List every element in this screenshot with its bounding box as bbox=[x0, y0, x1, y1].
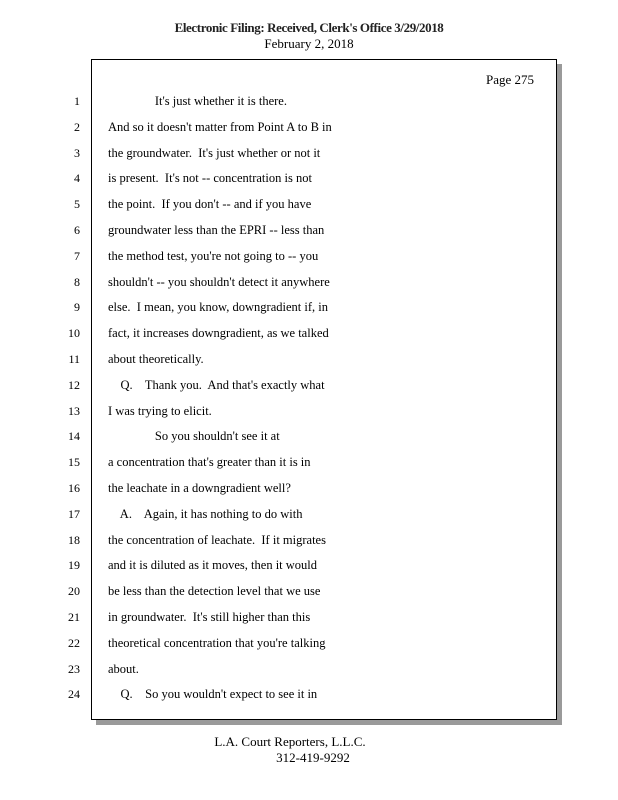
line-number: 6 bbox=[74, 223, 80, 237]
transcript-line: else. I mean, you know, downgradient if, in bbox=[108, 300, 328, 314]
transcript-line: the leachate in a downgradient well? bbox=[108, 481, 291, 495]
transcript-line: about. bbox=[108, 662, 139, 676]
transcript-line: shouldn't -- you shouldn't detect it anywhere bbox=[108, 275, 330, 289]
line-number: 1 bbox=[74, 94, 80, 108]
line-number: 13 bbox=[68, 404, 80, 418]
transcript-line: It's just whether it is there. bbox=[108, 94, 287, 108]
transcript-line: A. Again, it has nothing to do with bbox=[108, 507, 303, 521]
line-number: 24 bbox=[68, 687, 80, 701]
line-number: 20 bbox=[68, 584, 80, 598]
transcript-line: in groundwater. It's still higher than this bbox=[108, 610, 311, 624]
line-number: 23 bbox=[68, 662, 80, 676]
page-number: Page 275 bbox=[485, 72, 534, 87]
line-number: 17 bbox=[68, 507, 80, 521]
transcript-line: groundwater less than the EPRI -- less than bbox=[108, 223, 325, 237]
transcript-line: And so it doesn't matter from Point A to B in bbox=[108, 120, 332, 134]
line-number: 22 bbox=[68, 636, 80, 650]
line-number: 2 bbox=[74, 120, 80, 134]
line-number: 11 bbox=[68, 352, 80, 366]
line-number: 8 bbox=[74, 275, 80, 289]
reporter-company: L.A. Court Reporters, L.L.C. bbox=[214, 734, 366, 749]
transcript-line: I was trying to elicit. bbox=[108, 404, 212, 418]
line-number: 7 bbox=[74, 249, 80, 263]
transcript-line: the method test, you're not going to -- you bbox=[108, 249, 319, 263]
transcript-line: Q. So you wouldn't expect to see it in bbox=[108, 687, 318, 701]
transcript-line: and it is diluted as it moves, then it would bbox=[108, 558, 318, 572]
reporter-phone: 312-419-9292 bbox=[276, 750, 350, 765]
line-number: 9 bbox=[74, 300, 80, 314]
line-number: 10 bbox=[68, 326, 80, 340]
transcript-line: about theoretically. bbox=[108, 352, 204, 366]
transcript-line: the groundwater. It's just whether or not it bbox=[108, 146, 321, 160]
transcript-line: fact, it increases downgradient, as we talked bbox=[108, 326, 329, 340]
transcript-line: the concentration of leachate. If it migrates bbox=[108, 533, 326, 547]
transcript-line: a concentration that's greater than it is in bbox=[108, 455, 311, 469]
line-number: 19 bbox=[68, 558, 80, 572]
transcript-line: Q. Thank you. And that's exactly what bbox=[108, 378, 325, 392]
line-number: 14 bbox=[68, 429, 80, 443]
filing-stamp: Electronic Filing: Received, Clerk's Office 3/29/2018 bbox=[174, 20, 444, 35]
line-number: 21 bbox=[68, 610, 80, 624]
line-number: 16 bbox=[68, 481, 80, 495]
line-number: 18 bbox=[68, 533, 80, 547]
line-number: 12 bbox=[68, 378, 80, 392]
transcript-line: the point. If you don't -- and if you have bbox=[108, 197, 312, 211]
line-number: 5 bbox=[74, 197, 80, 211]
line-number: 3 bbox=[74, 146, 80, 160]
transcript-date: February 2, 2018 bbox=[264, 36, 354, 51]
transcript-line: be less than the detection level that we use bbox=[108, 584, 321, 598]
line-number: 15 bbox=[68, 455, 80, 469]
line-number: 4 bbox=[74, 171, 80, 185]
transcript-line: is present. It's not -- concentration is not bbox=[108, 171, 312, 185]
transcript-line: theoretical concentration that you're talking bbox=[108, 636, 326, 650]
transcript-line: So you shouldn't see it at bbox=[108, 429, 280, 443]
